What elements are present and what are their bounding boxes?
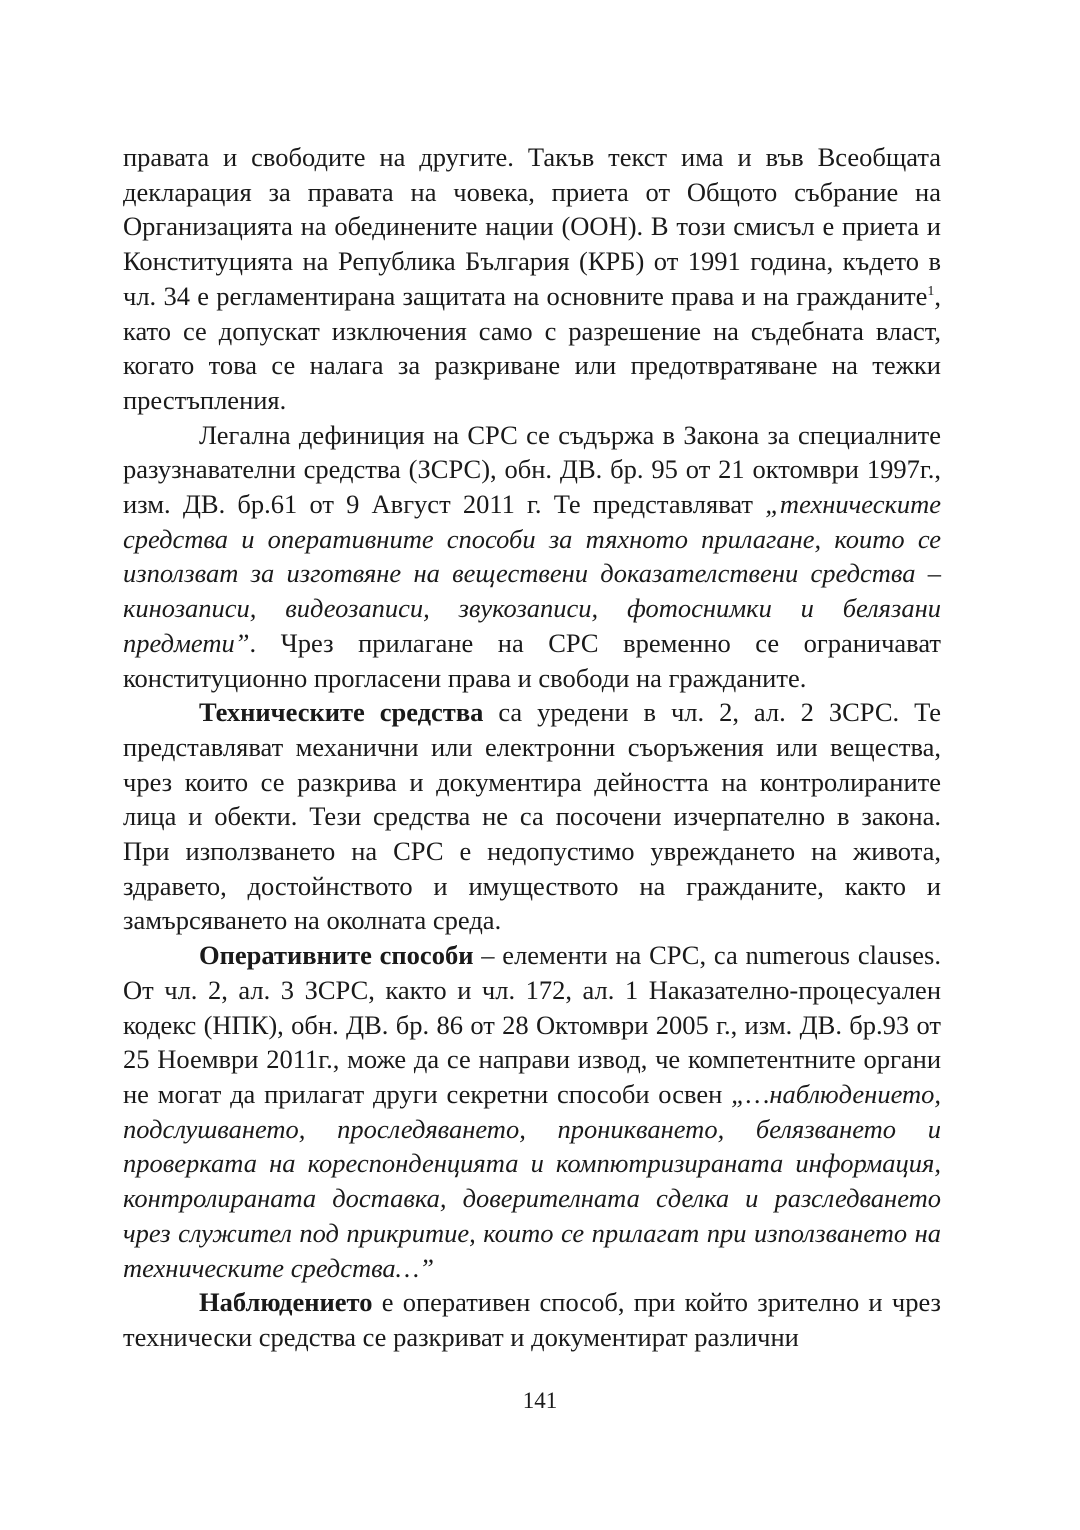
- paragraph-4-text-a: – елементи на СРС, са numerous clauses. От чл. 2, ал. 3 ЗСРС, както и чл. 172, ал. 1 Наказателно-процесуален кодекс (НПК), обн. ДВ. бр. 86 от 28 Октомври 2005 г., изм. ДВ. бр.93 от 25 Ноември 2011г., може да се направи извод, че компетентните органи не могат да прилагат други секретни способи освен: [123, 940, 941, 1109]
- paragraph-2-text-b: . Чрез прилагане на СРС временно се ограничават конституционно прогласени права и свободи на гражданите.: [123, 627, 941, 693]
- paragraph-2-text-a: Легална дефиниция на СРС се съдържа в Закона за специалните разузнавателни средства (ЗСРС), обн. ДВ. бр. 95 от 21 октомври 1997г., изм. ДВ. бр.61 от 9 Август 2011 г. Те представляват: [123, 419, 941, 520]
- paragraph-1-text-a: правата и свободите на другите. Такъв текст има и във Всеобщата декларация за правата на човека, приета от Общото събрание на Организацията на обединените нации (ООН). В този смисъл е приета и Конституцията на Република България (КРБ) от 1991 година, където в чл. 34 е регламентирана защитата на основните права и на гражданите: [123, 142, 941, 311]
- term-operative-methods: Оперативните способи: [199, 940, 474, 971]
- paragraph-2: [123, 418, 941, 696]
- legal-definition-quote: „техническите средства и оперативните способи за тяхното прилагане, които се използват за изготвяне на веществени доказателствени средства – кинозаписи, видеозаписи, звукозаписи, фотоснимки и белязани предмети”: [123, 489, 941, 658]
- term-observation: Наблюдението: [199, 1287, 373, 1318]
- paragraph-1: [123, 140, 941, 418]
- paragraph-3: [123, 695, 941, 938]
- paragraph-4: [123, 938, 941, 1285]
- paragraph-3-text: са уредени в чл. 2, ал. 2 ЗСРС. Те представляват механични или електронни съоръжения или вещества, чрез които се разкрива и документира дейността на контролираните лица и обекти. Тези средства не са посочени изчерпателно в закона. При използването на СРС е недопустимо увреждането на живота, здравето, достойнството и имуществото на гражданите, както и замърсяването на околната среда.: [123, 697, 942, 936]
- operative-methods-quote: „…наблюдението, подслушването, проследяването, проникването, белязването и проверката на кореспонденцията и компютризираната информация, контролираната доставка, доверителната сделка и разследването чрез служител под прикритие, които се прилагат при използването на техническите средства…”: [123, 1078, 941, 1283]
- term-technical-means: Техническите средства: [199, 697, 484, 728]
- paragraph-5-text: е оперативен способ, при който зрително и чрез технически средства се разкриват и документират различни: [123, 1287, 941, 1352]
- paragraph-1-text-b: , като се допускат изключения само с разрешение на съдебната власт, когато това се налага за разкриване или предотвратяване на тежки престъпления.: [123, 280, 941, 415]
- page-number: 141: [522, 1388, 558, 1413]
- page-body: [123, 140, 941, 1355]
- paragraph-5: [123, 1285, 941, 1354]
- footnote-ref-1[interactable]: 1: [927, 283, 935, 299]
